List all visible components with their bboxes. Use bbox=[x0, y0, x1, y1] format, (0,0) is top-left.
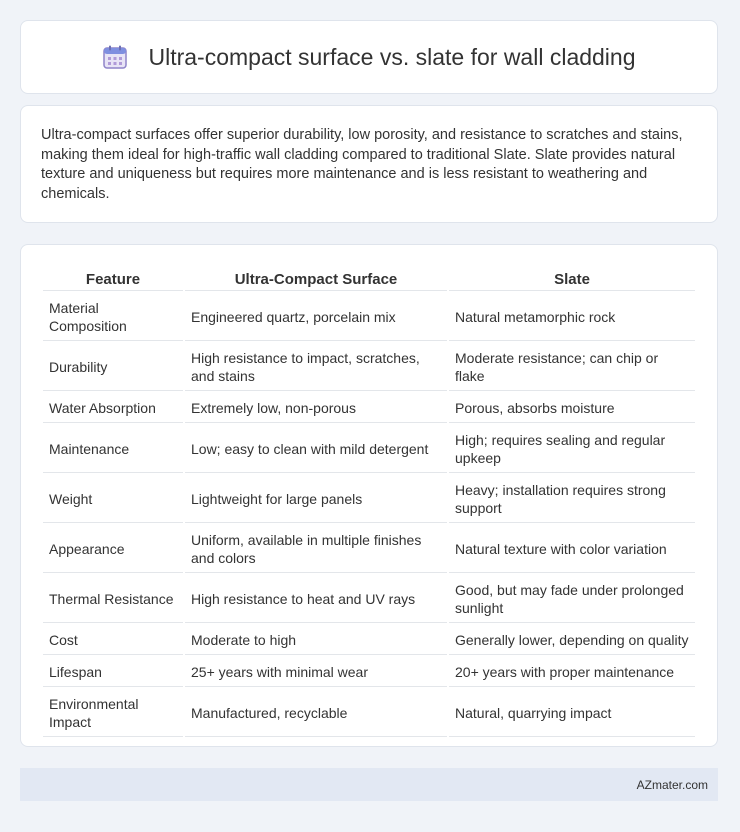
calendar-icon bbox=[102, 44, 128, 70]
cell-slate: Good, but may fade under prolonged sunlight bbox=[449, 575, 695, 623]
cell-feature: Material Composition bbox=[43, 293, 183, 341]
cell-slate: Natural, quarrying impact bbox=[449, 689, 695, 737]
page-title: Ultra-compact surface vs. slate for wall cladding bbox=[148, 43, 636, 70]
cell-ultra-compact: Lightweight for large panels bbox=[185, 475, 447, 523]
table-row bbox=[43, 343, 695, 391]
intro-card bbox=[20, 105, 718, 223]
table-row bbox=[43, 425, 695, 473]
cell-feature: Maintenance bbox=[43, 425, 183, 473]
comparison-card bbox=[20, 244, 718, 747]
cell-slate: Porous, absorbs moisture bbox=[449, 393, 695, 423]
title-card bbox=[20, 20, 718, 94]
cell-slate: Natural metamorphic rock bbox=[449, 293, 695, 341]
cell-slate: Natural texture with color variation bbox=[449, 525, 695, 573]
table-row bbox=[43, 525, 695, 573]
cell-ultra-compact: 25+ years with minimal wear bbox=[185, 657, 447, 687]
cell-feature: Thermal Resistance bbox=[43, 575, 183, 623]
cell-ultra-compact: Engineered quartz, porcelain mix bbox=[185, 293, 447, 341]
footer-site-link[interactable]: AZmater.com bbox=[636, 777, 708, 792]
cell-ultra-compact: Moderate to high bbox=[185, 625, 447, 655]
cell-ultra-compact: High resistance to heat and UV rays bbox=[185, 575, 447, 623]
table-row bbox=[43, 293, 695, 341]
header-ultra-compact: Ultra-Compact Surface bbox=[185, 267, 447, 291]
cell-slate: Heavy; installation requires strong support bbox=[449, 475, 695, 523]
header-feature: Feature bbox=[43, 267, 183, 291]
cell-feature: Cost bbox=[43, 625, 183, 655]
header-slate: Slate bbox=[449, 267, 695, 291]
footer bbox=[20, 768, 718, 801]
cell-slate: Moderate resistance; can chip or flake bbox=[449, 343, 695, 391]
cell-feature: Water Absorption bbox=[43, 393, 183, 423]
table-row bbox=[43, 689, 695, 737]
cell-feature: Environmental Impact bbox=[43, 689, 183, 737]
cell-feature: Durability bbox=[43, 343, 183, 391]
cell-feature: Weight bbox=[43, 475, 183, 523]
cell-feature: Appearance bbox=[43, 525, 183, 573]
cell-ultra-compact: Manufactured, recyclable bbox=[185, 689, 447, 737]
cell-ultra-compact: Uniform, available in multiple finishes and colors bbox=[185, 525, 447, 573]
cell-slate: Generally lower, depending on quality bbox=[449, 625, 695, 655]
table-header-row bbox=[43, 267, 695, 291]
table-row bbox=[43, 657, 695, 687]
table-row bbox=[43, 475, 695, 523]
cell-ultra-compact: High resistance to impact, scratches, and stains bbox=[185, 343, 447, 391]
comparison-table bbox=[41, 265, 697, 739]
table-row bbox=[43, 575, 695, 623]
cell-slate: High; requires sealing and regular upkeep bbox=[449, 425, 695, 473]
table-row bbox=[43, 393, 695, 423]
table-row bbox=[43, 625, 695, 655]
cell-ultra-compact: Extremely low, non-porous bbox=[185, 393, 447, 423]
cell-ultra-compact: Low; easy to clean with mild detergent bbox=[185, 425, 447, 473]
intro-text: Ultra-compact surfaces offer superior durability, low porosity, and resistance to scratches and stains, making them ideal for high-traffic wall cladding compared to traditional Slate. Slate provides natural texture and uniqueness but requires more maintenance and is less resistant to weathering and chemicals. bbox=[41, 127, 683, 202]
cell-feature: Lifespan bbox=[43, 657, 183, 687]
cell-slate: 20+ years with proper maintenance bbox=[449, 657, 695, 687]
